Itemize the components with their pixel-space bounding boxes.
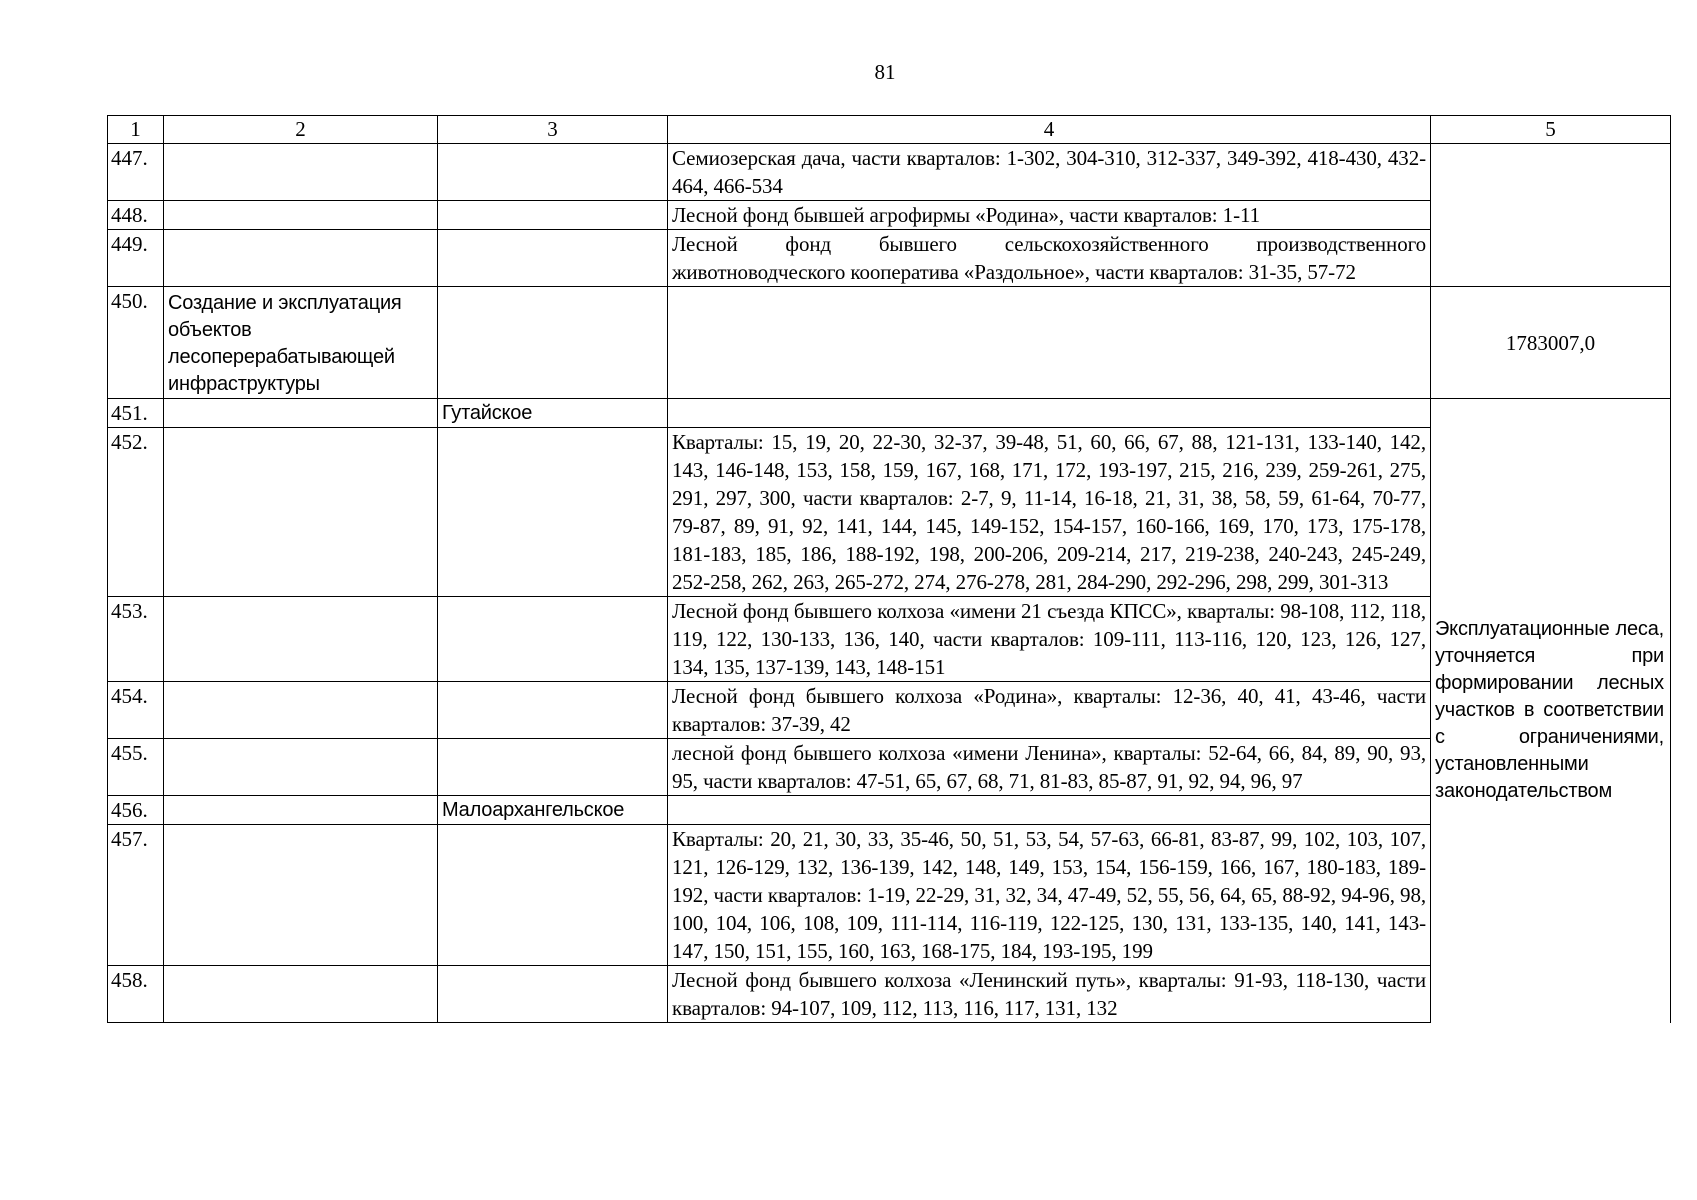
row-number: 457. [108,825,164,966]
column-header-4: 4 [668,116,1431,144]
row-description: Лесной фонд бывшего колхоза «имени 21 съезда КПСС», кварталы: 98-108, 112, 118, 119, 122, 130-133, 136, 140, части кварталов: 109-111, 113-116, 120, 123, 126, 127, 134, 135, 137-139, 143, 148-151 [668,597,1431,682]
row-number: 455. [108,739,164,796]
row-region [438,144,668,201]
row-purpose [164,825,438,966]
column-header-5: 5 [1431,116,1671,144]
row-region [438,739,668,796]
row-number: 450. [108,287,164,399]
row-description: Лесной фонд бывшего колхоза «Родина», кварталы: 12-36, 40, 41, 43-46, части кварталов: 37-39, 42 [668,682,1431,739]
row-number: 448. [108,201,164,230]
row-description [668,796,1431,825]
row-region [438,682,668,739]
row-area-value: 1783007,0 [1431,287,1671,399]
row-description: Лесной фонд бывшей агрофирмы «Родина», части кварталов: 1-11 [668,201,1431,230]
row-region [438,597,668,682]
row-purpose: Создание и эксплуатация объектов лесоперерабатывающей инфраструктуры [164,287,438,399]
row-forest-type-note: Эксплуатационные леса, уточняется при формировании лесных участков в соответствии с ограничениями, установленными законодательством [1431,399,1671,1023]
row-region: Малоархангельское [438,796,668,825]
table-header-row [108,116,1671,144]
row-number: 458. [108,966,164,1023]
row-purpose [164,201,438,230]
row-number: 456. [108,796,164,825]
row-region [438,201,668,230]
row-purpose [164,428,438,597]
column-header-1: 1 [108,116,164,144]
row-purpose [164,597,438,682]
row-region: Гутайское [438,399,668,428]
row-description: лесной фонд бывшего колхоза «имени Ленина», кварталы: 52-64, 66, 84, 89, 90, 93, 95, части кварталов: 47-51, 65, 67, 68, 71, 81-83, 85-87, 91, 92, 94, 96, 97 [668,739,1431,796]
row-purpose [164,796,438,825]
table-row [108,399,1671,428]
row-description: Кварталы: 20, 21, 30, 33, 35-46, 50, 51, 53, 54, 57-63, 66-81, 83-87, 99, 102, 103, 107, 121, 126-129, 132, 136-139, 142, 148, 149, 153, 154, 156-159, 166, 167, 180-183, 189-192, части кварталов: 1-19, 22-29, 31, 32, 34, 47-49, 52, 55, 56, 64, 65, 88-92, 94-96, 98, 100, 104, 106, 108, 109, 111-114, 116-119, 122-125, 130, 131, 133-135, 140, 141, 143-147, 150, 151, 155, 160, 163, 168-175, 184, 193-195, 199 [668,825,1431,966]
row-number: 449. [108,230,164,287]
row-forest-type-empty [1431,144,1671,287]
row-purpose [164,144,438,201]
row-number: 453. [108,597,164,682]
row-purpose [164,682,438,739]
table-row [108,287,1671,399]
column-header-2: 2 [164,116,438,144]
row-number: 452. [108,428,164,597]
row-number: 447. [108,144,164,201]
row-description [668,399,1431,428]
row-description: Лесной фонд бывшего сельскохозяйственного производственного животноводческого кооператива «Раздольное», части кварталов: 31-35, 57-72 [668,230,1431,287]
row-region [438,825,668,966]
forest-plots-table [107,115,1671,1023]
row-description: Лесной фонд бывшего колхоза «Ленинский путь», кварталы: 91-93, 118-130, части кварталов: 94-107, 109, 112, 113, 116, 117, 131, 132 [668,966,1431,1023]
row-number: 451. [108,399,164,428]
row-purpose [164,966,438,1023]
row-purpose [164,739,438,796]
page-number: 81 [874,60,896,84]
row-purpose [164,230,438,287]
row-region [438,966,668,1023]
column-header-3: 3 [438,116,668,144]
row-region [438,287,668,399]
row-description [668,287,1431,399]
row-purpose [164,399,438,428]
row-description: Семиозерская дача, части кварталов: 1-302, 304-310, 312-337, 349-392, 418-430, 432-464, 466-534 [668,144,1431,201]
table-row [108,144,1671,201]
row-number: 454. [108,682,164,739]
row-region [438,428,668,597]
row-description: Кварталы: 15, 19, 20, 22-30, 32-37, 39-48, 51, 60, 66, 67, 88, 121-131, 133-140, 142, 143, 146-148, 153, 158, 159, 167, 168, 171, 172, 193-197, 215, 216, 239, 259-261, 275, 291, 297, 300, части кварталов: 2-7, 9, 11-14, 16-18, 21, 31, 38, 58, 59, 61-64, 70-77, 79-87, 89, 91, 92, 141, 144, 145, 149-152, 154-157, 160-166, 169, 170, 173, 175-178, 181-183, 185, 186, 188-192, 198, 200-206, 209-214, 217, 219-238, 240-243, 245-249, 252-258, 262, 263, 265-272, 274, 276-278, 281, 284-290, 292-296, 298, 299, 301-313 [668,428,1431,597]
row-region [438,230,668,287]
